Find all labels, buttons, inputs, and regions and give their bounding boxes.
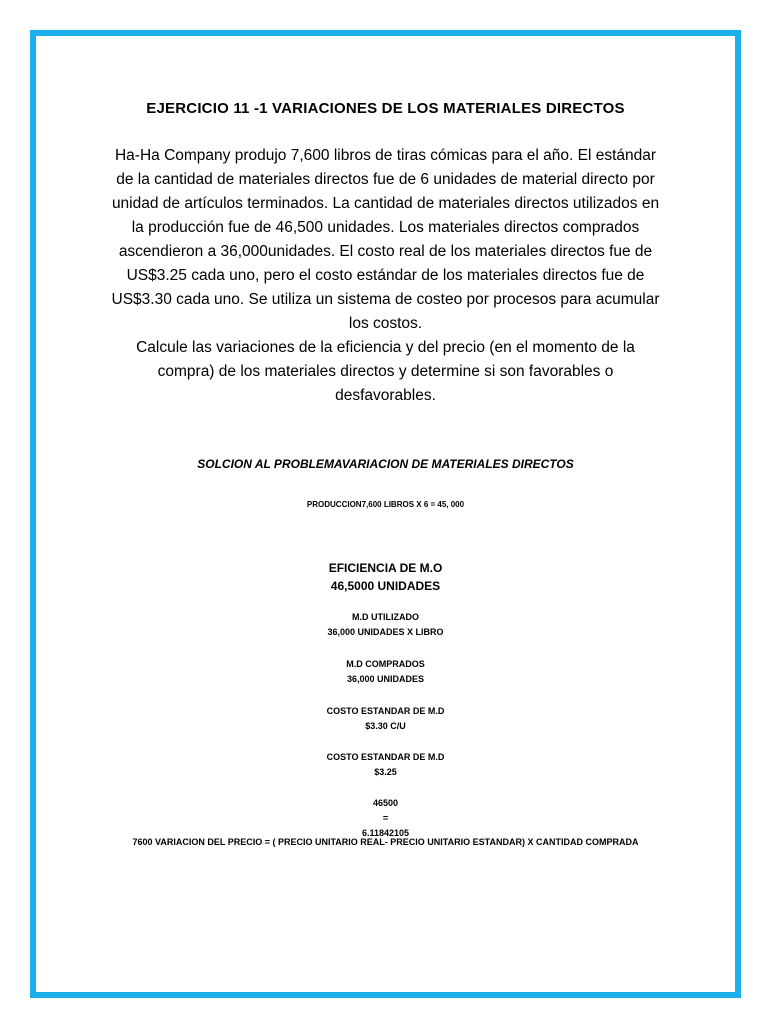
md-used-label: M.D UTILIZADO [352, 612, 419, 622]
price-variance-formula: 7600 VARIACION DEL PRECIO = ( PRECIO UNITARIO REAL- PRECIO UNITARIO ESTANDAR) X CANTIDAD COMPRADA [132, 837, 639, 847]
problem-paragraph-1: Ha-Ha Company produjo 7,600 libros de tiras cómicas para el año. El estándar de la cantidad de materiales directos fue de 6 unidades de material directo por unidad de artículos terminados. La cantidad de materiales directos utilizados en la producción fue de 46,500 unidades. Los materiales directos comprados ascendieron a 36,000unidades. El costo real de los materiales directos fue de US$3.25 cada uno, pero el costo estándar de los materiales directos fue de US$3.30 cada uno. Se utiliza un sistema de costeo por procesos para acumular los costos. [111, 147, 660, 332]
solution-title: SOLCION AL PROBLEMAVARIACION DE MATERIALES DIRECTOS [197, 457, 574, 471]
calc-result: 6.11842105 [361, 828, 410, 838]
md-used-section [36, 610, 735, 640]
problem-paragraph-2: Calcule las variaciones de la eficiencia y del precio (en el momento de la compra) de los materiales directos y determine si son favorables o desfavorables. [136, 339, 635, 404]
md-used-value: 36,000 UNIDADES X LIBRO [327, 627, 444, 637]
std-cost-2-label: COSTO ESTANDAR DE M.D [326, 752, 445, 762]
std-cost-1-label: COSTO ESTANDAR DE M.D [326, 706, 445, 716]
std-cost-2-value: $3.25 [374, 767, 397, 777]
std-cost-1-value: $3.30 C/U [365, 721, 406, 731]
document-title: EJERCICIO 11 -1 VARIACIONES DE LOS MATERIALES DIRECTOS [146, 100, 625, 117]
std-cost-section-1 [36, 704, 735, 734]
calc-numerator: 46500 [372, 798, 399, 808]
calculation-section [36, 796, 735, 841]
md-bought-value: 36,000 UNIDADES [346, 674, 425, 684]
calc-equals: = [382, 813, 389, 823]
std-cost-section-2 [36, 750, 735, 780]
efficiency-title: EFICIENCIA DE M.O [328, 561, 443, 575]
problem-statement [106, 144, 665, 408]
md-bought-section [36, 657, 735, 687]
document-page [30, 30, 741, 998]
md-bought-label: M.D COMPRADOS [346, 659, 425, 669]
production-line: PRODUCCION7,600 LIBROS X 6 = 45, 000 [306, 500, 465, 509]
efficiency-units: 46,5000 UNIDADES [330, 579, 441, 593]
efficiency-section [36, 559, 735, 595]
